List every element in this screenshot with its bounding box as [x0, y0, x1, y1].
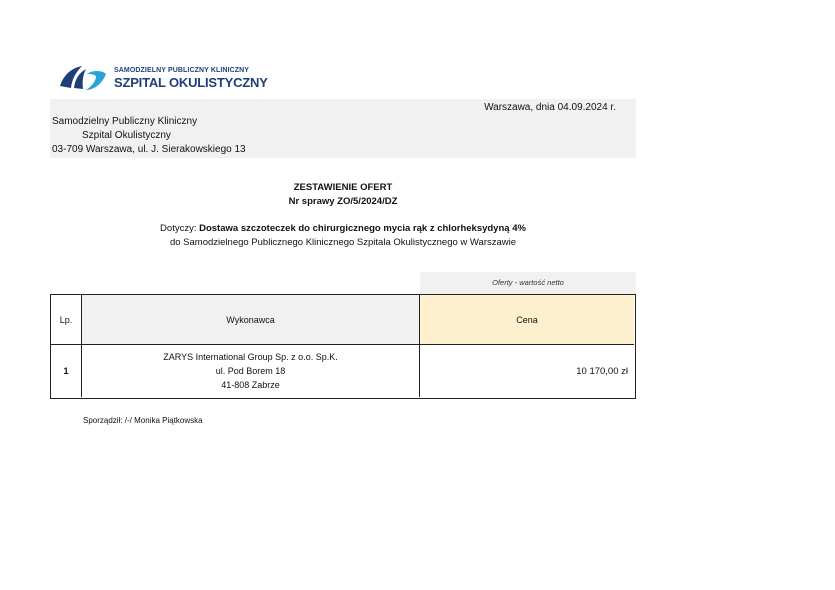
logo-line1: SAMODZIELNY PUBLICZNY KLINICZNY — [114, 67, 250, 74]
row-lp: 1 — [51, 345, 82, 397]
eye-logo-icon — [58, 62, 112, 96]
case-number: Nr sprawy ZO/5/2024/DZ — [288, 196, 398, 207]
institution-name: Samodzielny Publiczny Kliniczny — [52, 116, 198, 127]
offers-caption: Oferty - wartość netto — [420, 272, 636, 294]
document-title: ZESTAWIENIE OFERT — [293, 182, 393, 193]
logo-line2: SZPITAL OKULISTYCZNY — [114, 75, 268, 90]
row-price: 10 170,00 zł — [576, 365, 628, 377]
offers-table — [50, 294, 636, 399]
row-contractor — [82, 345, 420, 397]
contractor-name: ZARYS International Group Sp. z o.o. Sp.K. — [163, 352, 338, 362]
header-contractor: Wykonawca — [82, 295, 420, 345]
header-block — [50, 99, 636, 158]
header-price: Cena — [420, 295, 634, 345]
subject-line — [50, 223, 636, 234]
institution-address: 03-709 Warszawa, ul. J. Sierakowskiego 13 — [52, 144, 246, 155]
institution-sub: Szpital Okulistyczny — [82, 130, 171, 141]
subject-prefix: Dotyczy: — [160, 223, 200, 234]
contractor-street: ul. Pod Borem 18 — [215, 366, 286, 376]
prepared-by: Sporządził: /-/ Monika Piątkowska — [83, 416, 203, 425]
header-lp: Lp. — [51, 295, 82, 345]
place-date: Warszawa, dnia 04.09.2024 r. — [484, 102, 616, 113]
hospital-logo — [58, 62, 268, 96]
contractor-city: 41-808 Zabrze — [221, 380, 280, 390]
subject-line-2: do Samodzielnego Publicznego Klinicznego Szpitala Okulistycznego w Warszawie — [169, 237, 517, 248]
subject-bold: Dostawa szczoteczek do chirurgicznego mycia rąk z chlorheksydyną 4% — [199, 223, 526, 234]
